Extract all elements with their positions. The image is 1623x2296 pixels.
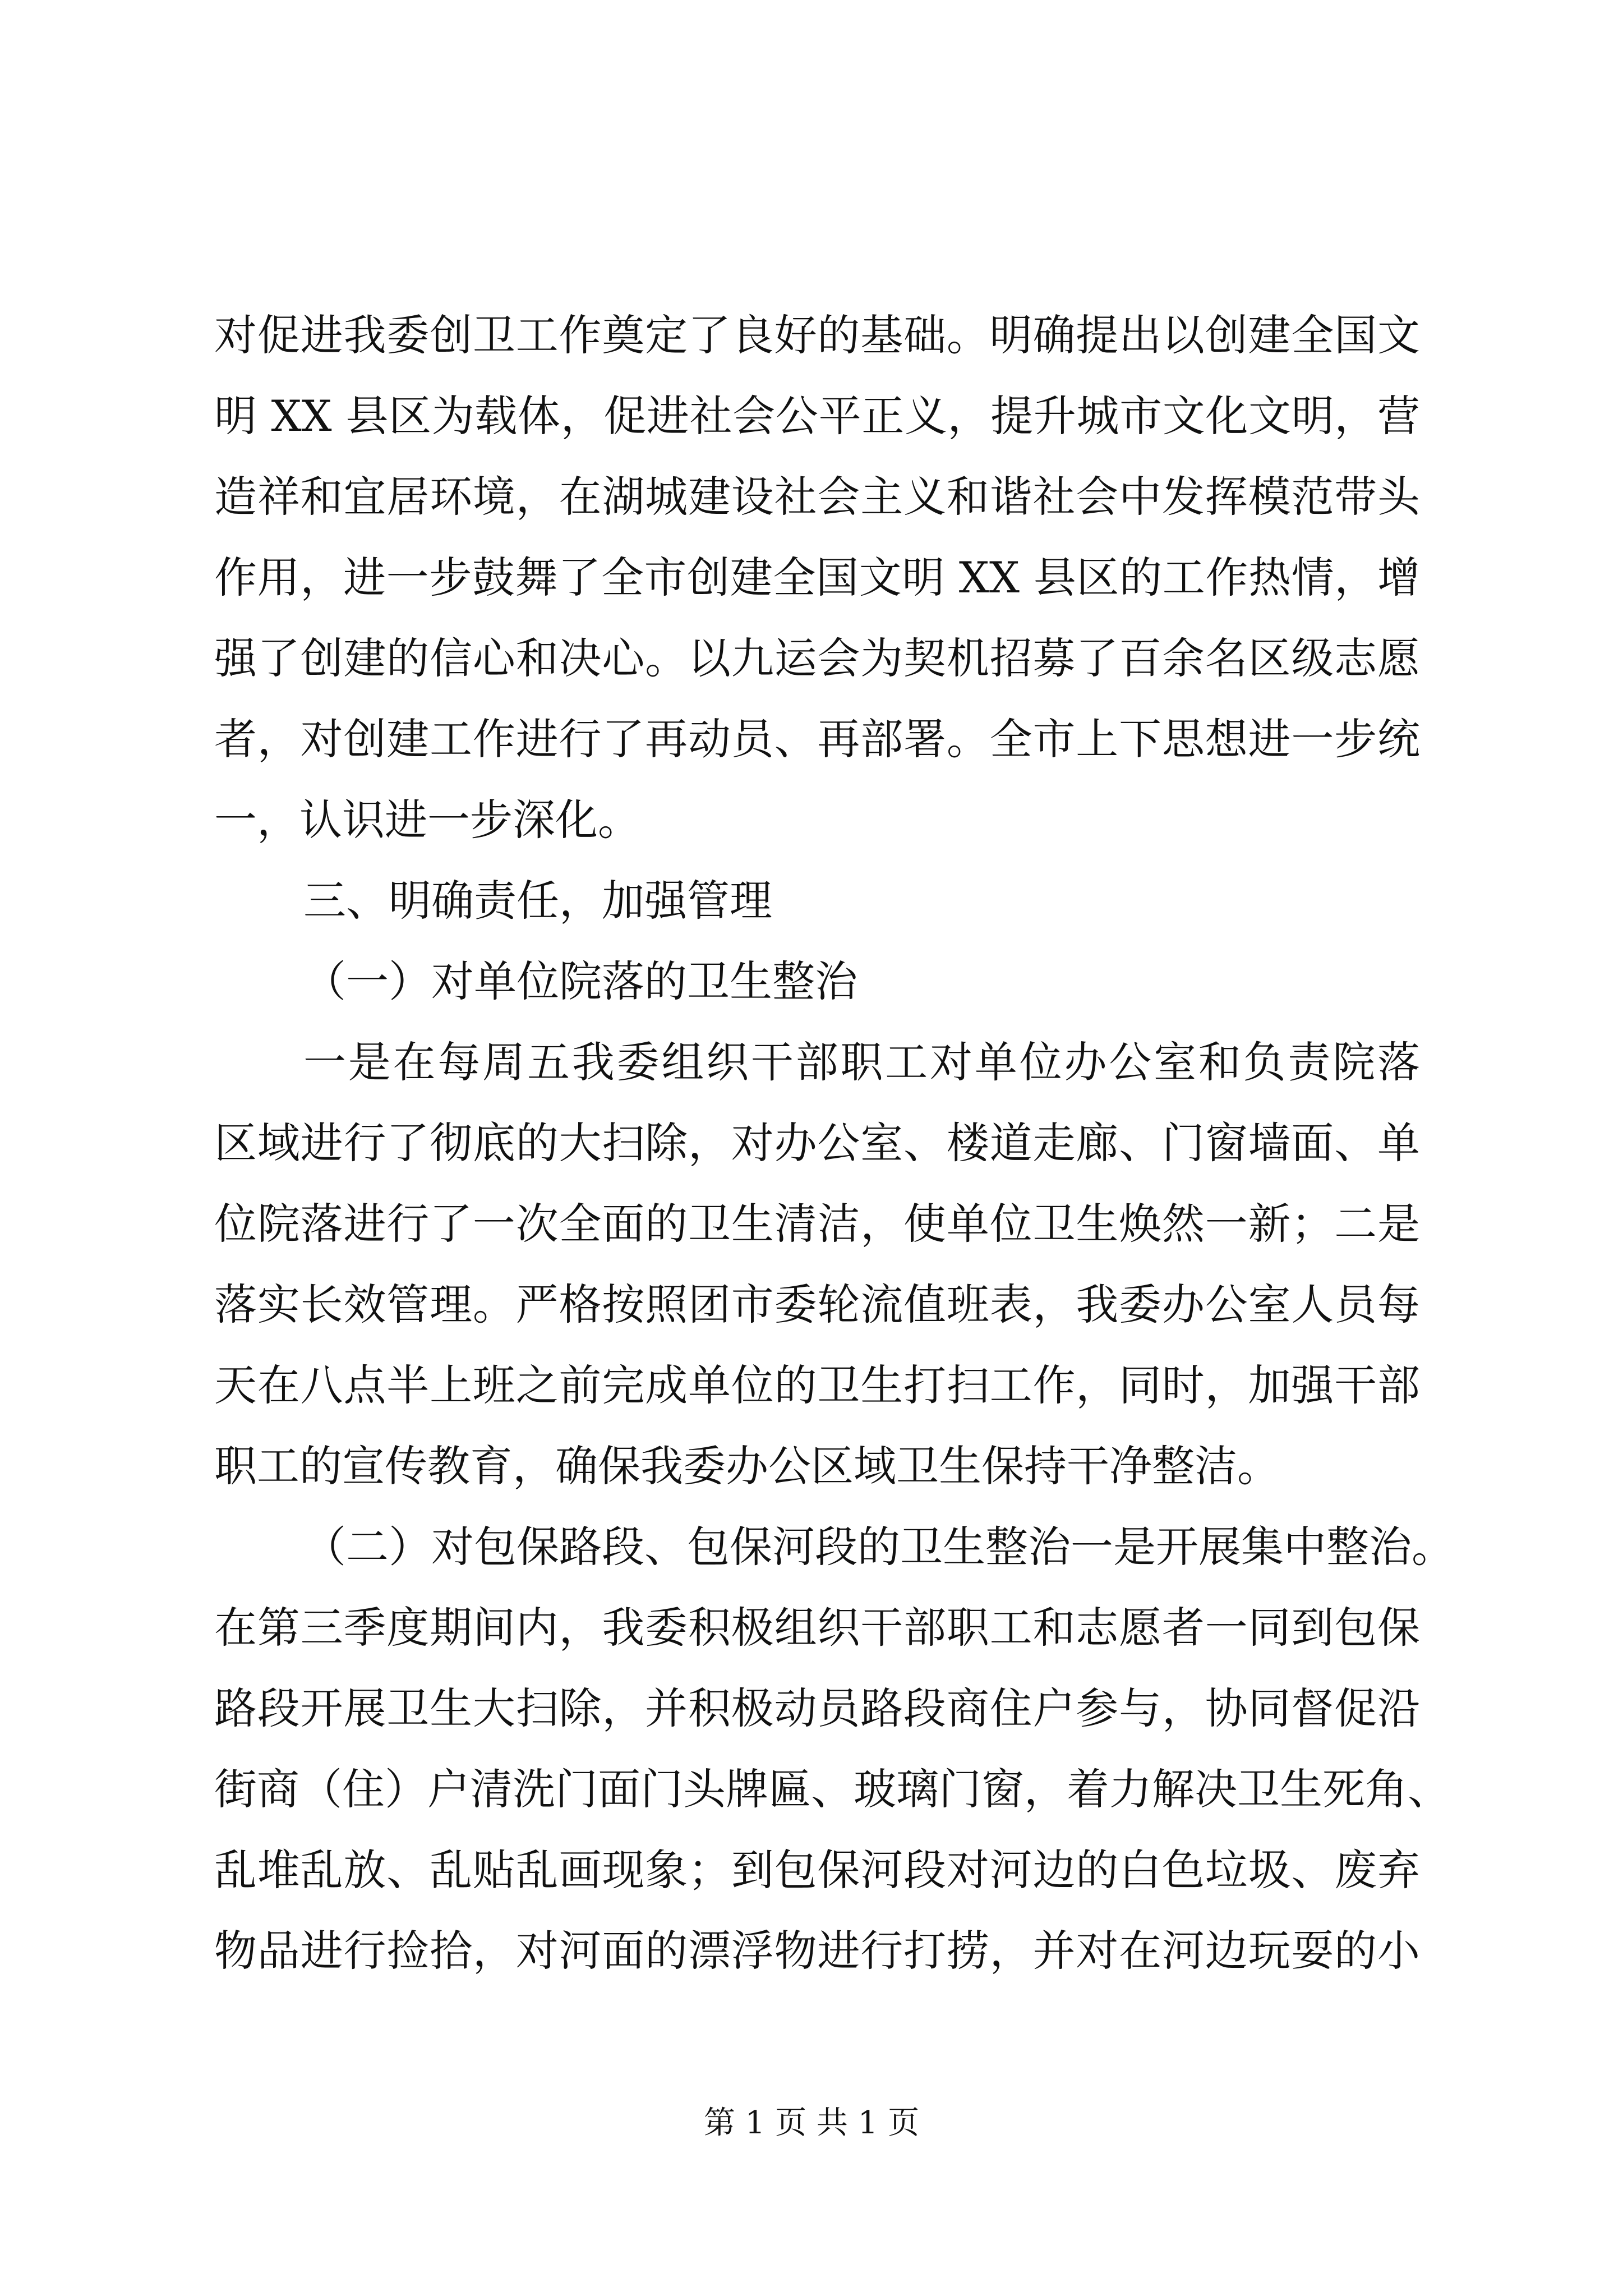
body-text-line: 者，对创建工作进行了再动员、再部署。全市上下思想进一步统 [214,714,1420,764]
body-text-line: 街商（住）户清洗门面门头牌匾、玻璃门窗，着力解决卫生死角、 [214,1764,1450,1814]
body-text-line: 位院落进行了一次全面的卫生清洁，使单位卫生焕然一新；二是 [214,1199,1420,1249]
body-text-line: 天在八点半上班之前完成单位的卫生打扫工作，同时，加强干部 [214,1360,1420,1410]
body-text-line: 强了创建的信心和决心。以九运会为契机招募了百余名区级志愿 [214,633,1420,683]
body-text-line: 路段开展卫生大扫除，并积极动员路段商住户参与，协同督促沿 [214,1683,1420,1733]
section-heading: 三、明确责任，加强管理 [303,876,772,926]
subsection-heading: （二）对包保路段、包保河段的卫生整治一是开展集中整治。 [303,1522,1454,1572]
body-text-line: 职工的宣传教育，确保我委办公区域卫生保持干净整洁。 [214,1441,1280,1491]
body-text-line: 一是在每周五我委组织干部职工对单位办公室和负责院落 [303,1037,1420,1087]
body-text-line: 在第三季度期间内，我委积极组织干部职工和志愿者一同到包保 [214,1603,1420,1653]
body-text-line: 明 XX 县区为载体，促进社会公平正义，提升城市文化文明，营 [214,391,1420,441]
body-text-line: 区域进行了彻底的大扫除，对办公室、楼道走廊、门窗墙面、单 [214,1118,1420,1168]
body-text-line: 对促进我委创卫工作奠定了良好的基础。明确提出以创建全国文 [214,310,1420,360]
subsection-heading: （一）对单位院落的卫生整治 [303,956,857,1006]
body-text-line: 作用，进一步鼓舞了全市创建全国文明 XX 县区的工作热情，增 [214,553,1420,602]
body-text-line: 落实长效管理。严格按照团市委轮流值班表，我委办公室人员每 [214,1280,1420,1329]
body-text-line: 物品进行捡拾，对河面的漂浮物进行打捞，并对在河边玩耍的小 [214,1926,1420,1976]
body-text-line: 乱堆乱放、乱贴乱画现象；到包保河段对河边的白色垃圾、废弃 [214,1845,1420,1895]
body-text-line: 一，认识进一步深化。 [214,795,640,845]
body-text-line: 造祥和宜居环境，在湖城建设社会主义和谐社会中发挥模范带头 [214,472,1420,522]
page-footer: 第 1 页 共 1 页 [703,2105,920,2141]
